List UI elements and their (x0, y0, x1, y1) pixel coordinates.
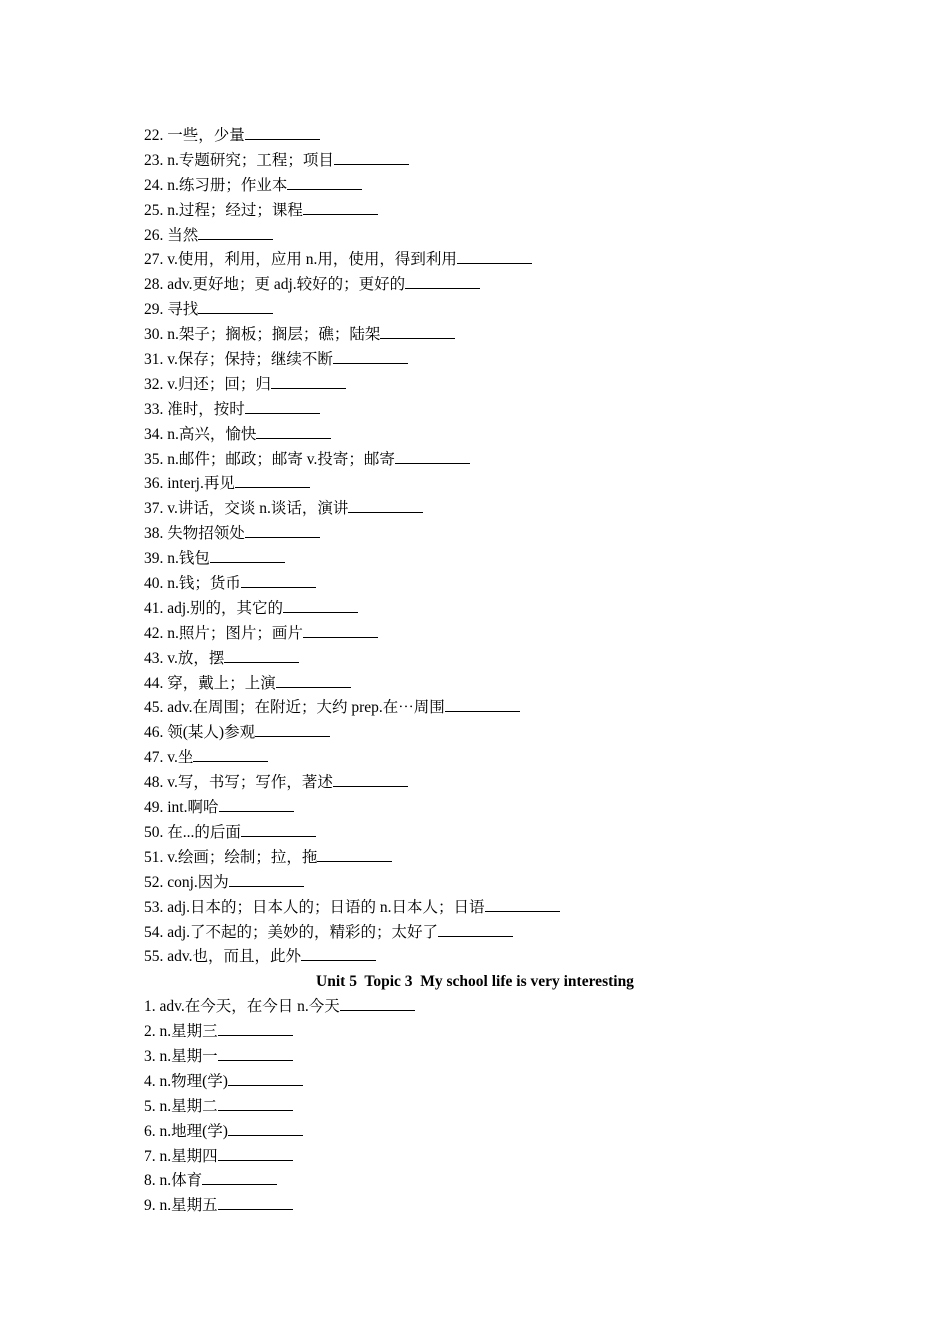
vocabulary-item-text: 39. n.钱包 (144, 550, 210, 568)
vocabulary-item (144, 771, 806, 796)
vocabulary-item (144, 647, 806, 672)
vocabulary-item-text: 24. n.练习册；作业本 (144, 176, 288, 194)
vocabulary-item-text: 4. n.物理(学) (144, 1072, 228, 1090)
vocabulary-item (144, 871, 806, 896)
vocabulary-item (144, 124, 806, 149)
vocabulary-item-text: 31. v.保存；保持；继续不断 (144, 351, 333, 369)
answer-blank[interactable] (255, 721, 330, 737)
vocabulary-item (144, 273, 806, 298)
vocabulary-item (144, 174, 806, 199)
answer-blank[interactable] (202, 1169, 277, 1185)
vocabulary-item-text: 50. 在...的后面 (144, 823, 241, 841)
vocabulary-list-unit5-topic3 (144, 995, 806, 1219)
vocabulary-item (144, 1070, 806, 1095)
answer-blank[interactable] (228, 1120, 303, 1136)
vocabulary-item-text: 8. n.体育 (144, 1172, 203, 1190)
answer-blank[interactable] (198, 224, 273, 240)
answer-blank[interactable] (438, 921, 513, 937)
vocabulary-item (144, 472, 806, 497)
section-heading: Unit 5 Topic 3 My school life is very interesting (316, 973, 634, 991)
answer-blank[interactable] (218, 1020, 293, 1036)
vocabulary-item-text: 32. v.归还；回；归 (144, 375, 271, 393)
answer-blank[interactable] (256, 423, 331, 439)
vocabulary-item (144, 746, 806, 771)
answer-blank[interactable] (283, 597, 358, 613)
answer-blank[interactable] (317, 846, 392, 862)
vocabulary-item (144, 199, 806, 224)
vocabulary-item-text: 51. v.绘画；绘制；拉，拖 (144, 848, 318, 866)
answer-blank[interactable] (218, 1095, 293, 1111)
answer-blank[interactable] (333, 771, 408, 787)
vocabulary-item (144, 497, 806, 522)
answer-blank[interactable] (235, 472, 310, 488)
vocabulary-item (144, 1169, 806, 1194)
vocabulary-item (144, 696, 806, 721)
answer-blank[interactable] (405, 273, 480, 289)
vocabulary-item (144, 1045, 806, 1070)
vocabulary-item-text: 27. v.使用，利用，应用 n.用，使用，得到利用 (144, 251, 457, 269)
vocabulary-item-text: 40. n.钱；货币 (144, 575, 241, 593)
answer-blank[interactable] (276, 672, 351, 688)
vocabulary-item-text: 5. n.星期二 (144, 1097, 218, 1115)
vocabulary-item (144, 896, 806, 921)
vocabulary-item-text: 1. adv.在今天，在今日 n.今天 (144, 998, 340, 1016)
vocabulary-item (144, 796, 806, 821)
vocabulary-item-text: 44. 穿，戴上；上演 (144, 674, 276, 692)
vocabulary-item-text: 6. n.地理(学) (144, 1122, 228, 1140)
vocabulary-item-text: 23. n.专题研究；工程；项目 (144, 151, 334, 169)
answer-blank[interactable] (485, 896, 560, 912)
vocabulary-item (144, 1095, 806, 1120)
vocabulary-item (144, 398, 806, 423)
vocabulary-item-text: 30. n.架子；搁板；搁层；礁；陆架 (144, 326, 381, 344)
answer-blank[interactable] (333, 348, 408, 364)
vocabulary-item (144, 1194, 806, 1219)
vocabulary-item-text: 43. v.放，摆 (144, 649, 225, 667)
answer-blank[interactable] (245, 124, 320, 140)
vocabulary-item (144, 298, 806, 323)
vocabulary-item (144, 572, 806, 597)
vocabulary-item (144, 1020, 806, 1045)
answer-blank[interactable] (303, 199, 378, 215)
answer-blank[interactable] (224, 647, 299, 663)
vocabulary-item (144, 721, 806, 746)
vocabulary-item (144, 622, 806, 647)
answer-blank[interactable] (245, 398, 320, 414)
answer-blank[interactable] (301, 945, 376, 961)
answer-blank[interactable] (380, 323, 455, 339)
vocabulary-item-text: 35. n.邮件；邮政；邮寄 v.投寄；邮寄 (144, 450, 395, 468)
vocabulary-item-text: 53. adj.日本的；日本人的；日语的 n.日本人；日语 (144, 898, 485, 916)
vocabulary-item (144, 547, 806, 572)
vocabulary-item (144, 821, 806, 846)
vocabulary-item-text: 41. adj.别的，其它的 (144, 599, 284, 617)
vocabulary-item (144, 423, 806, 448)
vocabulary-item (144, 448, 806, 473)
vocabulary-item (144, 1120, 806, 1145)
vocabulary-item-text: 48. v.写，书写；写作，著述 (144, 774, 333, 792)
answer-blank[interactable] (303, 622, 378, 638)
answer-blank[interactable] (219, 796, 294, 812)
vocabulary-item-text: 29. 寻找 (144, 301, 199, 319)
vocabulary-item-text: 28. adv.更好地；更 adj.较好的；更好的 (144, 276, 406, 294)
answer-blank[interactable] (193, 746, 268, 762)
vocabulary-item-text: 34. n.高兴，愉快 (144, 425, 257, 443)
vocabulary-item (144, 224, 806, 249)
vocabulary-item-text: 9. n.星期五 (144, 1197, 218, 1215)
vocabulary-item (144, 348, 806, 373)
answer-blank[interactable] (334, 149, 409, 165)
vocabulary-item-text: 33. 准时，按时 (144, 400, 245, 418)
vocabulary-item-text: 52. conj.因为 (144, 873, 229, 891)
vocabulary-item (144, 597, 806, 622)
vocabulary-list-unit5-topic2 (144, 124, 806, 970)
vocabulary-item-text: 22. 一些，少量 (144, 127, 245, 144)
vocabulary-item-text: 49. int.啊哈 (144, 799, 219, 817)
vocabulary-item-text: 7. n.星期四 (144, 1147, 218, 1165)
answer-blank[interactable] (245, 522, 320, 538)
answer-blank[interactable] (340, 995, 415, 1011)
vocabulary-item (144, 945, 806, 970)
answer-blank[interactable] (445, 696, 520, 712)
vocabulary-item (144, 1145, 806, 1170)
answer-blank[interactable] (241, 821, 316, 837)
answer-blank[interactable] (457, 248, 532, 264)
vocabulary-item (144, 373, 806, 398)
vocabulary-item (144, 149, 806, 174)
answer-blank[interactable] (395, 448, 470, 464)
vocabulary-item (144, 248, 806, 273)
answer-blank[interactable] (198, 298, 273, 314)
vocabulary-item-text: 3. n.星期一 (144, 1047, 218, 1065)
answer-blank[interactable] (210, 547, 285, 563)
document-page (144, 124, 806, 1219)
vocabulary-item (144, 846, 806, 871)
answer-blank[interactable] (228, 1070, 303, 1086)
answer-blank[interactable] (218, 1194, 293, 1210)
answer-blank[interactable] (348, 497, 423, 513)
vocabulary-item-text: 26. 当然 (144, 226, 199, 244)
vocabulary-item-text: 25. n.过程；经过；课程 (144, 201, 303, 219)
answer-blank[interactable] (229, 871, 304, 887)
vocabulary-item-text: 37. v.讲话，交谈 n.谈话，演讲 (144, 500, 349, 518)
vocabulary-item-text: 46. 领(某人)参观 (144, 724, 256, 742)
vocabulary-item-text: 42. n.照片；图片；画片 (144, 624, 303, 642)
answer-blank[interactable] (287, 174, 362, 190)
answer-blank[interactable] (271, 373, 346, 389)
vocabulary-item (144, 995, 806, 1020)
vocabulary-item (144, 921, 806, 946)
vocabulary-item (144, 672, 806, 697)
answer-blank[interactable] (241, 572, 316, 588)
vocabulary-item (144, 522, 806, 547)
answer-blank[interactable] (218, 1145, 293, 1161)
vocabulary-item-text: 54. adj.了不起的；美妙的，精彩的；太好了 (144, 923, 439, 941)
answer-blank[interactable] (218, 1045, 293, 1061)
vocabulary-item (144, 323, 806, 348)
vocabulary-item-text: 55. adv.也，而且，此外 (144, 948, 301, 966)
vocabulary-item-text: 47. v.坐 (144, 749, 194, 767)
vocabulary-item-text: 36. interj.再见 (144, 475, 235, 493)
vocabulary-item-text: 2. n.星期三 (144, 1023, 218, 1041)
vocabulary-item-text: 45. adv.在周围；在附近；大约 prep.在⋯周围 (144, 699, 445, 717)
vocabulary-item-text: 38. 失物招领处 (144, 525, 245, 543)
